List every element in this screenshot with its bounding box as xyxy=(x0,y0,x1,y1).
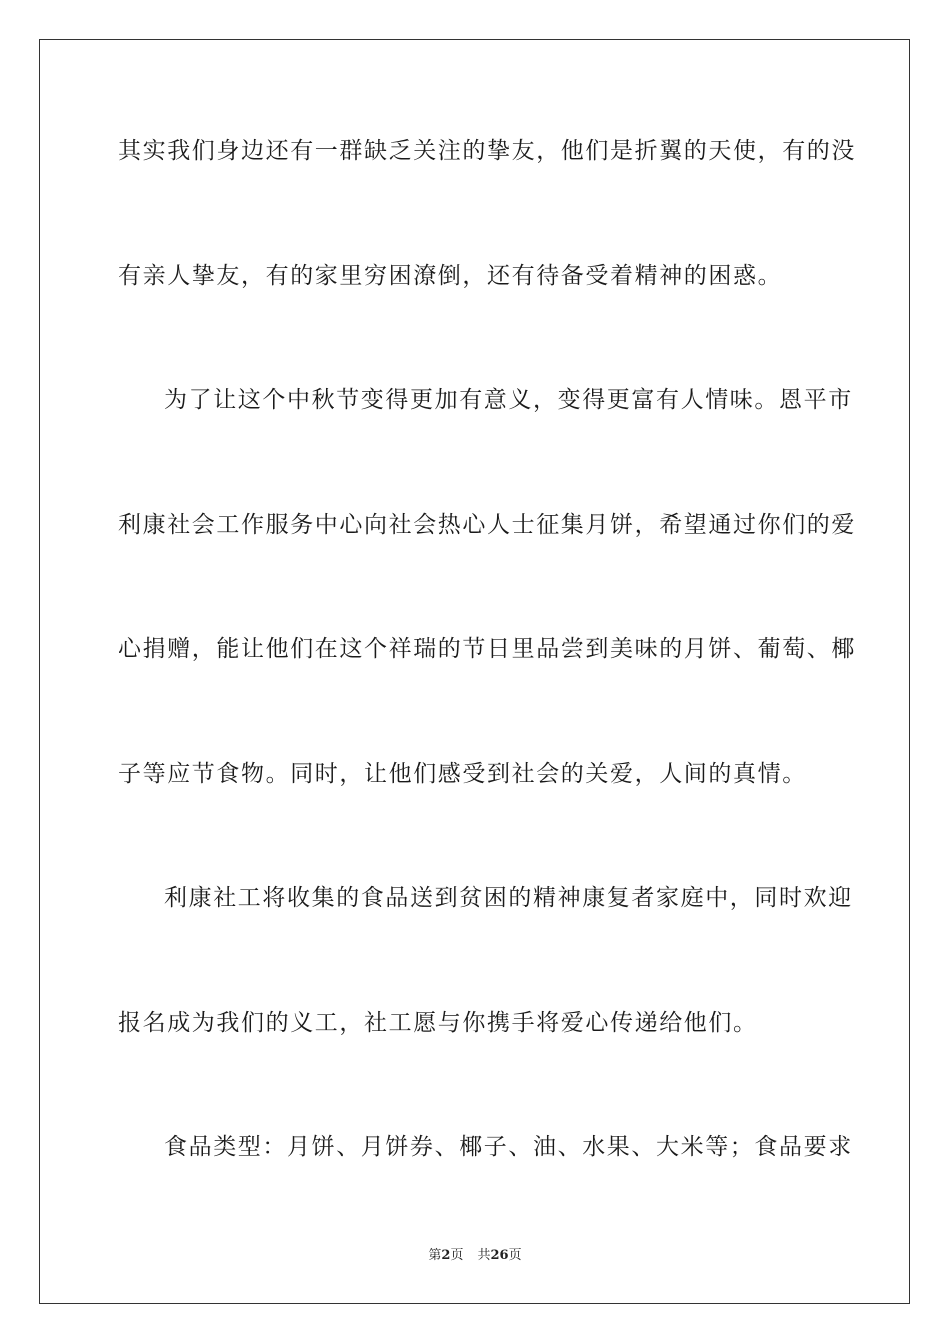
page-frame xyxy=(39,39,910,1304)
paragraph-3-line-1: 利康社工将收集的食品送到贫困的精神康复者家庭中，同时欢迎 xyxy=(164,885,853,911)
page-suffix: 页 xyxy=(450,1248,464,1263)
paragraph-2-line-3: 心捐赠，能让他们在这个祥瑞的节日里品尝到美味的月饼、葡萄、椰 xyxy=(118,636,856,662)
total-pages: 26 xyxy=(490,1248,509,1263)
total-suffix: 页 xyxy=(508,1248,522,1263)
paragraph-2-line-2: 利康社会工作服务中心向社会热心人士征集月饼，希望通过你们的爱 xyxy=(118,512,856,538)
paragraph-1-line-1: 其实我们身边还有一群缺乏关注的挚友，他们是折翼的天使，有的没 xyxy=(118,138,856,164)
paragraph-4-line-1: 食品类型：月饼、月饼券、椰子、油、水果、大米等；食品要求 xyxy=(164,1134,853,1160)
page-footer xyxy=(0,1248,950,1264)
page-prefix: 第 xyxy=(428,1248,442,1263)
paragraph-2-line-1: 为了让这个中秋节变得更加有意义，变得更富有人情味。恩平市 xyxy=(164,387,853,413)
paragraph-2-line-4: 子等应节食物。同时，让他们感受到社会的关爱，人间的真情。 xyxy=(118,761,807,787)
paragraph-1-line-2: 有亲人挚友，有的家里穷困潦倒，还有待备受着精神的困惑。 xyxy=(118,263,783,289)
total-prefix: 共 xyxy=(477,1248,491,1263)
page-number: 2 xyxy=(441,1248,451,1263)
paragraph-3-line-2: 报名成为我们的义工，社工愿与你携手将爱心传递给他们。 xyxy=(118,1010,758,1036)
